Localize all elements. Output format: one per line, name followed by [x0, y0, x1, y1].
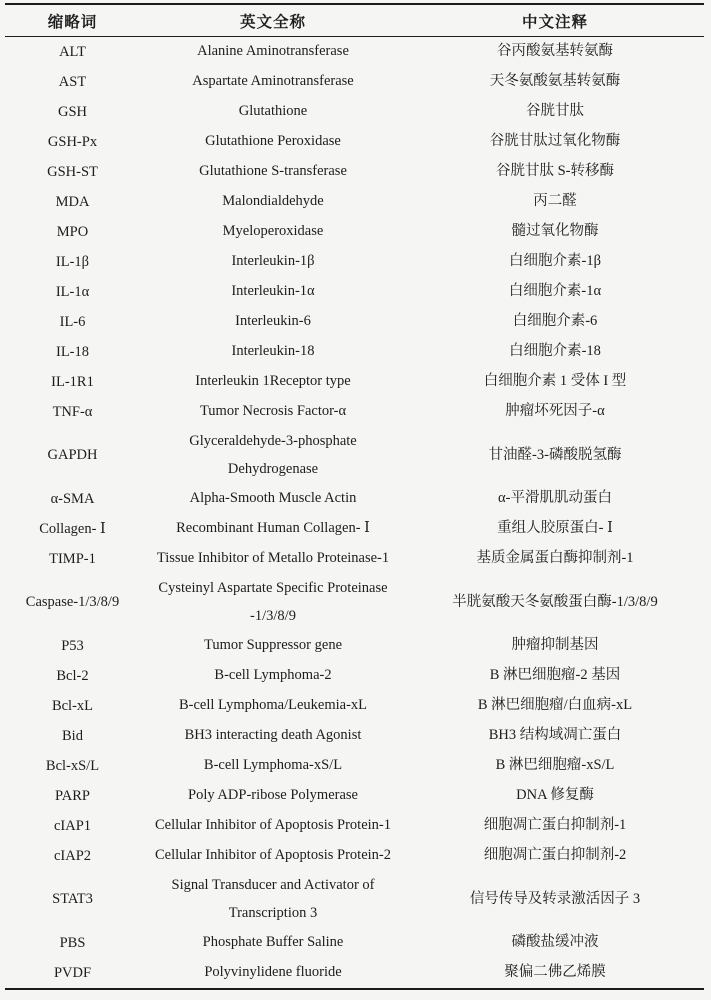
- table-row: [5, 277, 704, 307]
- chinese-note-line: 重组人胶原蛋白- Ⅰ: [497, 520, 613, 537]
- table-row: [5, 367, 704, 397]
- abbreviation-cell: IL-6: [59, 313, 86, 330]
- english-name-line: B-cell Lymphoma/Leukemia-xL: [178, 697, 368, 714]
- chinese-note-cell: [406, 397, 704, 427]
- chinese-note-cell: [406, 217, 704, 247]
- chinese-note-cell: [406, 691, 704, 721]
- english-name-cell: [140, 484, 406, 514]
- table-row: [5, 841, 704, 871]
- english-name-cell: [140, 574, 406, 631]
- english-name-line: Glutathione Peroxidase: [205, 133, 341, 150]
- english-name-line: Glutathione: [238, 103, 308, 120]
- table-row: [5, 37, 704, 68]
- chinese-note-cell: [406, 367, 704, 397]
- abbreviation-cell: GAPDH: [47, 447, 98, 463]
- abbreviation-cell: PARP: [55, 787, 90, 804]
- table-row: [5, 721, 704, 751]
- chinese-note-cell: [406, 307, 704, 337]
- abbreviation-cell: TNF-α: [52, 403, 93, 420]
- table-body: [5, 37, 704, 990]
- english-name-line: Aspartate Aminotransferase: [192, 73, 354, 90]
- english-name-line: Myeloperoxidase: [222, 223, 324, 240]
- chinese-note-line: 白细胞介素-18: [509, 343, 601, 360]
- abbreviation-cell: IL-1β: [55, 253, 90, 270]
- english-name-line: Signal Transducer and Activator of: [171, 877, 375, 893]
- english-name-line: -1/3/8/9: [250, 607, 296, 624]
- english-name-line: Malondialdehyde: [222, 193, 324, 210]
- english-name-cell: [140, 187, 406, 217]
- abbreviation-cell: PBS: [59, 934, 86, 951]
- english-name-cell: [140, 781, 406, 811]
- table-row: [5, 574, 704, 631]
- chinese-note-cell: [406, 127, 704, 157]
- abbreviation-cell: α-SMA: [50, 490, 95, 507]
- chinese-note-line: 细胞凋亡蛋白抑制剂-1: [483, 817, 627, 834]
- abbreviation-cell: STAT3: [52, 891, 93, 907]
- english-name-line: Transcription 3: [228, 904, 318, 921]
- english-name-line: Tissue Inhibitor of Metallo Proteinase-1: [156, 550, 390, 567]
- english-name-line: Polyvinylidene fluoride: [204, 964, 342, 981]
- chinese-note-line: 聚偏二佛乙烯膜: [504, 964, 606, 981]
- english-name-line: Interleukin 1Receptor type: [195, 373, 351, 390]
- chinese-note-cell: [406, 721, 704, 751]
- abbreviation-cell: IL-1α: [55, 283, 90, 300]
- english-name-cell: [140, 97, 406, 127]
- chinese-note-cell: [406, 631, 704, 661]
- english-name-cell: [140, 958, 406, 989]
- english-name-line: Tumor Suppressor gene: [203, 637, 343, 654]
- chinese-note-line: B 淋巴细胞瘤/白血病-xL: [477, 697, 633, 714]
- abbreviation-cell: Bcl-xS/L: [45, 757, 100, 774]
- chinese-note-cell: [406, 841, 704, 871]
- english-name-cell: [140, 928, 406, 958]
- english-name-cell: [140, 337, 406, 367]
- table-row: [5, 67, 704, 97]
- table-row: [5, 871, 704, 928]
- abbreviation-cell: AST: [58, 73, 87, 90]
- abbreviation-cell: PVDF: [53, 964, 92, 981]
- english-name-cell: [140, 871, 406, 928]
- chinese-note-cell: [406, 67, 704, 97]
- chinese-note-cell: [406, 187, 704, 217]
- table-row: [5, 691, 704, 721]
- chinese-note-line: 谷胱甘肽过氧化物酶: [489, 133, 621, 150]
- chinese-note-line: 白细胞介素-1β: [509, 253, 601, 270]
- table-row: [5, 811, 704, 841]
- english-name-line: Recombinant Human Collagen- Ⅰ: [176, 520, 370, 537]
- chinese-note-cell: [406, 484, 704, 514]
- chinese-note-line: 谷丙酸氨基转氨酶: [497, 43, 613, 60]
- english-name-cell: [140, 157, 406, 187]
- english-name-cell: [140, 277, 406, 307]
- english-name-cell: [140, 307, 406, 337]
- chinese-note-cell: [406, 928, 704, 958]
- english-name-line: Interleukin-6: [235, 313, 311, 330]
- chinese-note-cell: [406, 514, 704, 544]
- chinese-note-line: 基质金属蛋白酶抑制剂-1: [476, 550, 634, 567]
- english-name-cell: [140, 751, 406, 781]
- english-name-cell: [140, 67, 406, 97]
- chinese-note-line: 髓过氧化物酶: [511, 223, 599, 240]
- chinese-note-line: 白细胞介素-1α: [508, 283, 602, 300]
- english-name-cell: [140, 37, 406, 68]
- table-row: [5, 337, 704, 367]
- chinese-note-cell: [406, 574, 704, 631]
- english-name-line: Dehydrogenase: [227, 460, 319, 477]
- abbreviation-cell: MDA: [55, 193, 90, 210]
- abbreviation-cell: Bid: [62, 727, 83, 744]
- english-name-line: Interleukin-1α: [231, 283, 315, 300]
- table-row: [5, 187, 704, 217]
- chinese-note-cell: [406, 781, 704, 811]
- table-row: [5, 781, 704, 811]
- english-name-cell: [140, 397, 406, 427]
- abbreviation-cell: Bcl-2: [56, 667, 89, 684]
- chinese-note-line: BH3 结构域凋亡蛋白: [488, 727, 622, 744]
- header-row: [5, 4, 704, 37]
- chinese-note-line: 细胞凋亡蛋白抑制剂-2: [483, 847, 627, 864]
- chinese-note-cell: [406, 247, 704, 277]
- english-name-line: Poly ADP-ribose Polymerase: [188, 787, 358, 804]
- abbreviation-cell: Collagen- Ⅰ: [39, 520, 106, 537]
- english-name-line: Cellular Inhibitor of Apoptosis Protein-2: [154, 847, 391, 864]
- abbreviation-cell: cIAP1: [53, 817, 92, 834]
- english-name-line: BH3 interacting death Agonist: [184, 727, 362, 744]
- english-name-cell: [140, 721, 406, 751]
- table-row: [5, 544, 704, 574]
- chinese-note-line: 肿瘤坏死因子-α: [505, 403, 605, 420]
- english-name-line: Tumor Necrosis Factor-α: [199, 403, 347, 420]
- chinese-note-cell: [406, 958, 704, 989]
- table-row: [5, 958, 704, 989]
- table-row: [5, 217, 704, 247]
- english-name-cell: [140, 691, 406, 721]
- chinese-note-cell: [406, 751, 704, 781]
- chinese-note-line: 半胱氨酸天冬氨酸蛋白酶-1/3/8/9: [452, 593, 658, 610]
- english-name-line: Cellular Inhibitor of Apoptosis Protein-1: [154, 817, 391, 834]
- chinese-note-line: 信号传导及转录激活因子 3: [469, 890, 641, 907]
- abbreviation-cell: TIMP-1: [49, 550, 96, 567]
- abbreviation-cell: GSH-ST: [47, 163, 98, 180]
- chinese-note-cell: [406, 661, 704, 691]
- table-row: [5, 631, 704, 661]
- abbreviation-cell: Caspase-1/3/8/9: [25, 594, 120, 610]
- chinese-note-line: 白细胞介素-6: [512, 313, 598, 330]
- chinese-note-cell: [406, 97, 704, 127]
- chinese-note-line: 谷胱甘肽 S-转移酶: [495, 163, 615, 180]
- header-chinese-note: 中文注释: [406, 4, 704, 37]
- english-name-cell: [140, 631, 406, 661]
- abbreviation-cell: IL-18: [55, 343, 89, 360]
- english-name-line: Glyceraldehyde-3-phosphate: [189, 433, 357, 449]
- english-name-cell: [140, 127, 406, 157]
- english-name-line: Cysteinyl Aspartate Specific Proteinase: [158, 580, 388, 596]
- table-row: [5, 484, 704, 514]
- chinese-note-line: B 淋巴细胞瘤-2 基因: [489, 667, 621, 684]
- chinese-note-line: 天冬氨酸氨基转氨酶: [489, 73, 621, 90]
- table-row: [5, 397, 704, 427]
- chinese-note-line: 肿瘤抑制基因: [511, 637, 599, 654]
- english-name-cell: [140, 367, 406, 397]
- abbreviation-cell: ALT: [59, 43, 86, 60]
- chinese-note-line: 丙二醛: [533, 193, 577, 210]
- table-row: [5, 928, 704, 958]
- table-row: [5, 661, 704, 691]
- table-row: [5, 514, 704, 544]
- english-name-line: Interleukin-18: [231, 343, 315, 360]
- english-name-cell: [140, 661, 406, 691]
- english-name-cell: [140, 427, 406, 484]
- english-name-cell: [140, 841, 406, 871]
- chinese-note-line: 甘油醛-3-磷酸脱氢酶: [488, 446, 622, 463]
- abbreviation-cell: MPO: [56, 223, 89, 240]
- english-name-line: B-cell Lymphoma-xS/L: [203, 757, 343, 774]
- chinese-note-cell: [406, 37, 704, 68]
- abbreviation-cell: Bcl-xL: [51, 697, 94, 714]
- abbreviation-cell: cIAP2: [53, 847, 92, 864]
- english-name-cell: [140, 811, 406, 841]
- english-name-line: Glutathione S-transferase: [199, 163, 347, 180]
- chinese-note-cell: [406, 427, 704, 484]
- abbreviation-table: [5, 3, 704, 990]
- english-name-line: Phosphate Buffer Saline: [202, 934, 344, 951]
- table-row: [5, 97, 704, 127]
- header-english-name: 英文全称: [140, 4, 406, 37]
- english-name-cell: [140, 217, 406, 247]
- chinese-note-line: 磷酸盐缓冲液: [511, 934, 599, 951]
- chinese-note-line: DNA 修复酶: [516, 787, 594, 804]
- english-name-cell: [140, 544, 406, 574]
- english-name-line: Alanine Aminotransferase: [197, 43, 349, 60]
- chinese-note-cell: [406, 544, 704, 574]
- chinese-note-cell: [406, 277, 704, 307]
- abbreviation-cell: GSH: [57, 103, 87, 120]
- english-name-cell: [140, 247, 406, 277]
- chinese-note-cell: [406, 811, 704, 841]
- table-row: [5, 127, 704, 157]
- table-row: [5, 751, 704, 781]
- chinese-note-cell: [406, 337, 704, 367]
- chinese-note-line: α-平滑肌肌动蛋白: [498, 490, 612, 507]
- header-abbreviation: 缩略词: [5, 4, 140, 37]
- chinese-note-line: 谷胱甘肽: [526, 103, 584, 120]
- table-row: [5, 427, 704, 484]
- chinese-note-line: 白细胞介素 1 受体 I 型: [483, 373, 627, 390]
- english-name-cell: [140, 514, 406, 544]
- english-name-line: Interleukin-1β: [231, 253, 315, 270]
- table-row: [5, 157, 704, 187]
- abbreviation-cell: GSH-Px: [47, 133, 98, 150]
- chinese-note-cell: [406, 157, 704, 187]
- chinese-note-line: B 淋巴细胞瘤-xS/L: [495, 757, 615, 774]
- abbreviation-cell: IL-1R1: [51, 373, 94, 390]
- english-name-line: Alpha-Smooth Muscle Actin: [189, 490, 357, 507]
- chinese-note-cell: [406, 871, 704, 928]
- table-row: [5, 247, 704, 277]
- abbreviation-cell: P53: [61, 637, 84, 654]
- table-row: [5, 307, 704, 337]
- english-name-line: B-cell Lymphoma-2: [214, 667, 332, 684]
